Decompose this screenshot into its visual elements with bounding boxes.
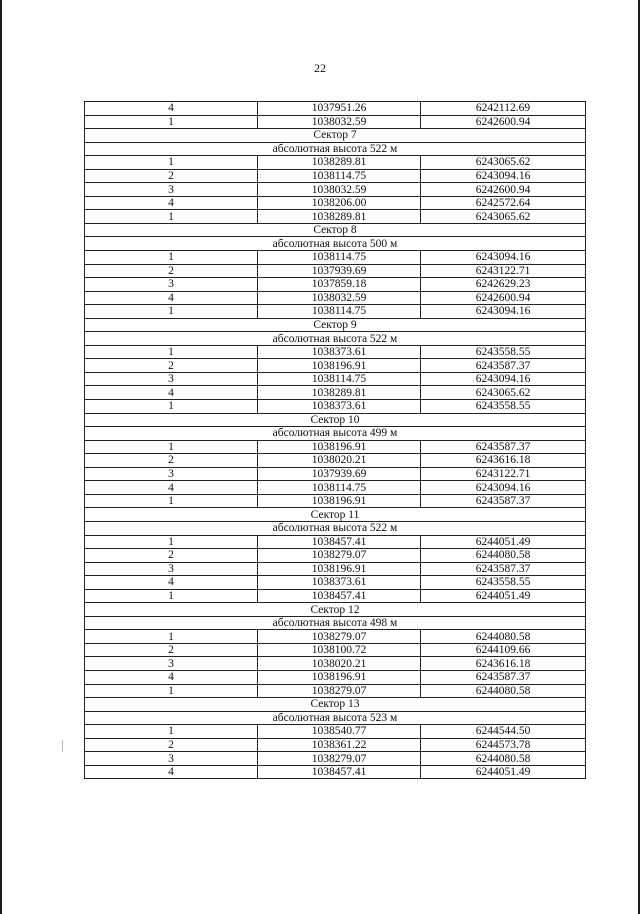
- point-number: 4: [85, 291, 258, 305]
- coordinate-y: 6242600.94: [421, 291, 586, 305]
- table-row: [85, 278, 586, 292]
- coordinate-x: 1038373.61: [258, 345, 421, 359]
- coordinate-y: 6243558.55: [421, 345, 586, 359]
- section-header-row: [85, 711, 586, 725]
- table-row: [85, 725, 586, 739]
- point-number: 3: [85, 657, 258, 671]
- coordinate-x: 1038032.59: [258, 115, 421, 129]
- coordinate-x: 1038361.22: [258, 738, 421, 752]
- table-row: [85, 562, 586, 576]
- point-number: 4: [85, 386, 258, 400]
- coordinate-x: 1037859.18: [258, 278, 421, 292]
- coordinate-y: 6243065.62: [421, 210, 586, 224]
- coordinate-y: 6243587.37: [421, 562, 586, 576]
- coordinate-y: 6243587.37: [421, 494, 586, 508]
- section-header: Сектор 7: [85, 129, 586, 143]
- section-header-row: [85, 698, 586, 712]
- section-header-row: [85, 508, 586, 522]
- section-header: Сектор 11: [85, 508, 586, 522]
- coordinate-y: 6243094.16: [421, 481, 586, 495]
- table-row: [85, 467, 586, 481]
- coordinate-x: 1038020.21: [258, 454, 421, 468]
- coordinate-y: 6243094.16: [421, 251, 586, 265]
- page-number: 22: [314, 61, 326, 75]
- coordinate-x: 1038196.91: [258, 562, 421, 576]
- coordinate-y: 6243558.55: [421, 576, 586, 590]
- coordinate-x: 1038457.41: [258, 765, 421, 779]
- coordinate-x: 1038540.77: [258, 725, 421, 739]
- point-number: 4: [85, 765, 258, 779]
- section-header: абсолютная высота 523 м: [85, 711, 586, 725]
- coordinate-x: 1038196.91: [258, 494, 421, 508]
- table-row: [85, 481, 586, 495]
- table-row: [85, 196, 586, 210]
- point-number: 1: [85, 115, 258, 129]
- section-header: абсолютная высота 522 м: [85, 142, 586, 156]
- section-header-row: [85, 318, 586, 332]
- coordinate-y: 6244080.58: [421, 630, 586, 644]
- point-number: 2: [85, 359, 258, 373]
- coordinates-table: [84, 101, 586, 779]
- section-header-row: [85, 521, 586, 535]
- coordinate-y: 6243065.62: [421, 156, 586, 170]
- section-header: Сектор 8: [85, 223, 586, 237]
- table-row: [85, 264, 586, 278]
- coordinate-x: 1037951.26: [258, 102, 421, 116]
- coordinate-x: 1037939.69: [258, 467, 421, 481]
- point-number: 1: [85, 156, 258, 170]
- point-number: 1: [85, 400, 258, 414]
- coordinates-table-body: [85, 102, 586, 779]
- table-row: [85, 752, 586, 766]
- point-number: 1: [85, 494, 258, 508]
- table-row: [85, 251, 586, 265]
- table-row: [85, 156, 586, 170]
- coordinate-y: 6244573.78: [421, 738, 586, 752]
- section-header-row: [85, 427, 586, 441]
- coordinate-y: 6244051.49: [421, 765, 586, 779]
- point-number: 2: [85, 549, 258, 563]
- coordinate-x: 1038114.75: [258, 251, 421, 265]
- table-row: [85, 630, 586, 644]
- coordinate-x: 1038032.59: [258, 183, 421, 197]
- point-number: 3: [85, 467, 258, 481]
- point-number: 2: [85, 643, 258, 657]
- section-header: абсолютная высота 498 м: [85, 616, 586, 630]
- section-header-row: [85, 237, 586, 251]
- table-row: [85, 305, 586, 319]
- coordinate-x: 1038114.75: [258, 481, 421, 495]
- coordinate-x: 1038457.41: [258, 589, 421, 603]
- scan-mark: [62, 740, 63, 752]
- coordinate-y: 6243616.18: [421, 454, 586, 468]
- point-number: 3: [85, 183, 258, 197]
- point-number: 4: [85, 102, 258, 116]
- point-number: 2: [85, 264, 258, 278]
- coordinate-x: 1038020.21: [258, 657, 421, 671]
- scan-edge-left: [0, 0, 2, 914]
- point-number: 1: [85, 630, 258, 644]
- table-row: [85, 670, 586, 684]
- coordinate-y: 6243122.71: [421, 467, 586, 481]
- coordinate-y: 6244544.50: [421, 725, 586, 739]
- table-row: [85, 684, 586, 698]
- point-number: 1: [85, 535, 258, 549]
- point-number: 3: [85, 752, 258, 766]
- section-header-row: [85, 332, 586, 346]
- point-number: 1: [85, 589, 258, 603]
- section-header-row: [85, 603, 586, 617]
- table-row: [85, 576, 586, 590]
- coordinate-x: 1038457.41: [258, 535, 421, 549]
- table-row: [85, 494, 586, 508]
- table-row: [85, 345, 586, 359]
- coordinate-y: 6243065.62: [421, 386, 586, 400]
- table-row: [85, 657, 586, 671]
- coordinate-x: 1038100.72: [258, 643, 421, 657]
- coordinate-y: 6242600.94: [421, 115, 586, 129]
- coordinate-x: 1038114.75: [258, 169, 421, 183]
- coordinate-y: 6243094.16: [421, 372, 586, 386]
- coordinate-y: 6244051.49: [421, 589, 586, 603]
- section-header-row: [85, 129, 586, 143]
- point-number: 2: [85, 454, 258, 468]
- table-row: [85, 454, 586, 468]
- point-number: 3: [85, 562, 258, 576]
- point-number: 1: [85, 684, 258, 698]
- section-header-row: [85, 223, 586, 237]
- point-number: 2: [85, 169, 258, 183]
- coordinate-x: 1038373.61: [258, 400, 421, 414]
- point-number: 3: [85, 372, 258, 386]
- point-number: 1: [85, 440, 258, 454]
- coordinate-x: 1037939.69: [258, 264, 421, 278]
- point-number: 4: [85, 481, 258, 495]
- coordinate-y: 6243587.37: [421, 440, 586, 454]
- coordinate-x: 1038032.59: [258, 291, 421, 305]
- table-row: [85, 589, 586, 603]
- point-number: 1: [85, 305, 258, 319]
- section-header-row: [85, 616, 586, 630]
- section-header: Сектор 12: [85, 603, 586, 617]
- coordinate-y: 6242600.94: [421, 183, 586, 197]
- coordinate-y: 6243094.16: [421, 305, 586, 319]
- coordinate-y: 6244109.66: [421, 643, 586, 657]
- section-header: Сектор 13: [85, 698, 586, 712]
- section-header-row: [85, 142, 586, 156]
- point-number: 3: [85, 278, 258, 292]
- point-number: 1: [85, 251, 258, 265]
- point-number: 1: [85, 725, 258, 739]
- table-row: [85, 386, 586, 400]
- coordinate-x: 1038289.81: [258, 156, 421, 170]
- coordinate-x: 1038206.00: [258, 196, 421, 210]
- table-row: [85, 372, 586, 386]
- table-row: [85, 359, 586, 373]
- point-number: 2: [85, 738, 258, 752]
- point-number: 1: [85, 210, 258, 224]
- point-number: 4: [85, 196, 258, 210]
- table-row: [85, 643, 586, 657]
- table-row: [85, 765, 586, 779]
- coordinate-y: 6243616.18: [421, 657, 586, 671]
- coordinate-x: 1038196.91: [258, 670, 421, 684]
- table-row: [85, 210, 586, 224]
- coordinate-x: 1038279.07: [258, 549, 421, 563]
- coordinate-x: 1038279.07: [258, 752, 421, 766]
- coordinate-y: 6243587.37: [421, 359, 586, 373]
- coordinate-x: 1038279.07: [258, 630, 421, 644]
- table-row: [85, 738, 586, 752]
- coordinate-x: 1038196.91: [258, 440, 421, 454]
- coordinate-y: 6244080.58: [421, 684, 586, 698]
- section-header: Сектор 9: [85, 318, 586, 332]
- coordinate-x: 1038114.75: [258, 372, 421, 386]
- coordinate-y: 6244080.58: [421, 752, 586, 766]
- point-number: 1: [85, 345, 258, 359]
- table-row: [85, 169, 586, 183]
- section-header: абсолютная высота 522 м: [85, 332, 586, 346]
- table-row: [85, 535, 586, 549]
- coordinate-y: 6244051.49: [421, 535, 586, 549]
- coordinate-y: 6242572.64: [421, 196, 586, 210]
- table-row: [85, 102, 586, 116]
- coordinate-y: 6242112.69: [421, 102, 586, 116]
- section-header-row: [85, 413, 586, 427]
- coordinate-x: 1038289.81: [258, 210, 421, 224]
- point-number: 4: [85, 670, 258, 684]
- section-header: абсолютная высота 522 м: [85, 521, 586, 535]
- section-header: абсолютная высота 499 м: [85, 427, 586, 441]
- coordinate-x: 1038373.61: [258, 576, 421, 590]
- table-row: [85, 183, 586, 197]
- table-row: [85, 440, 586, 454]
- coordinate-x: 1038289.81: [258, 386, 421, 400]
- point-number: 4: [85, 576, 258, 590]
- coordinate-y: 6243587.37: [421, 670, 586, 684]
- coordinate-y: 6243558.55: [421, 400, 586, 414]
- section-header: абсолютная высота 500 м: [85, 237, 586, 251]
- table-row: [85, 400, 586, 414]
- coordinate-y: 6243122.71: [421, 264, 586, 278]
- coordinate-x: 1038196.91: [258, 359, 421, 373]
- section-header: Сектор 10: [85, 413, 586, 427]
- coordinate-y: 6242629.23: [421, 278, 586, 292]
- table-row: [85, 291, 586, 305]
- coordinate-y: 6244080.58: [421, 549, 586, 563]
- table-row: [85, 115, 586, 129]
- coordinate-y: 6243094.16: [421, 169, 586, 183]
- coordinate-x: 1038114.75: [258, 305, 421, 319]
- coordinate-x: 1038279.07: [258, 684, 421, 698]
- table-row: [85, 549, 586, 563]
